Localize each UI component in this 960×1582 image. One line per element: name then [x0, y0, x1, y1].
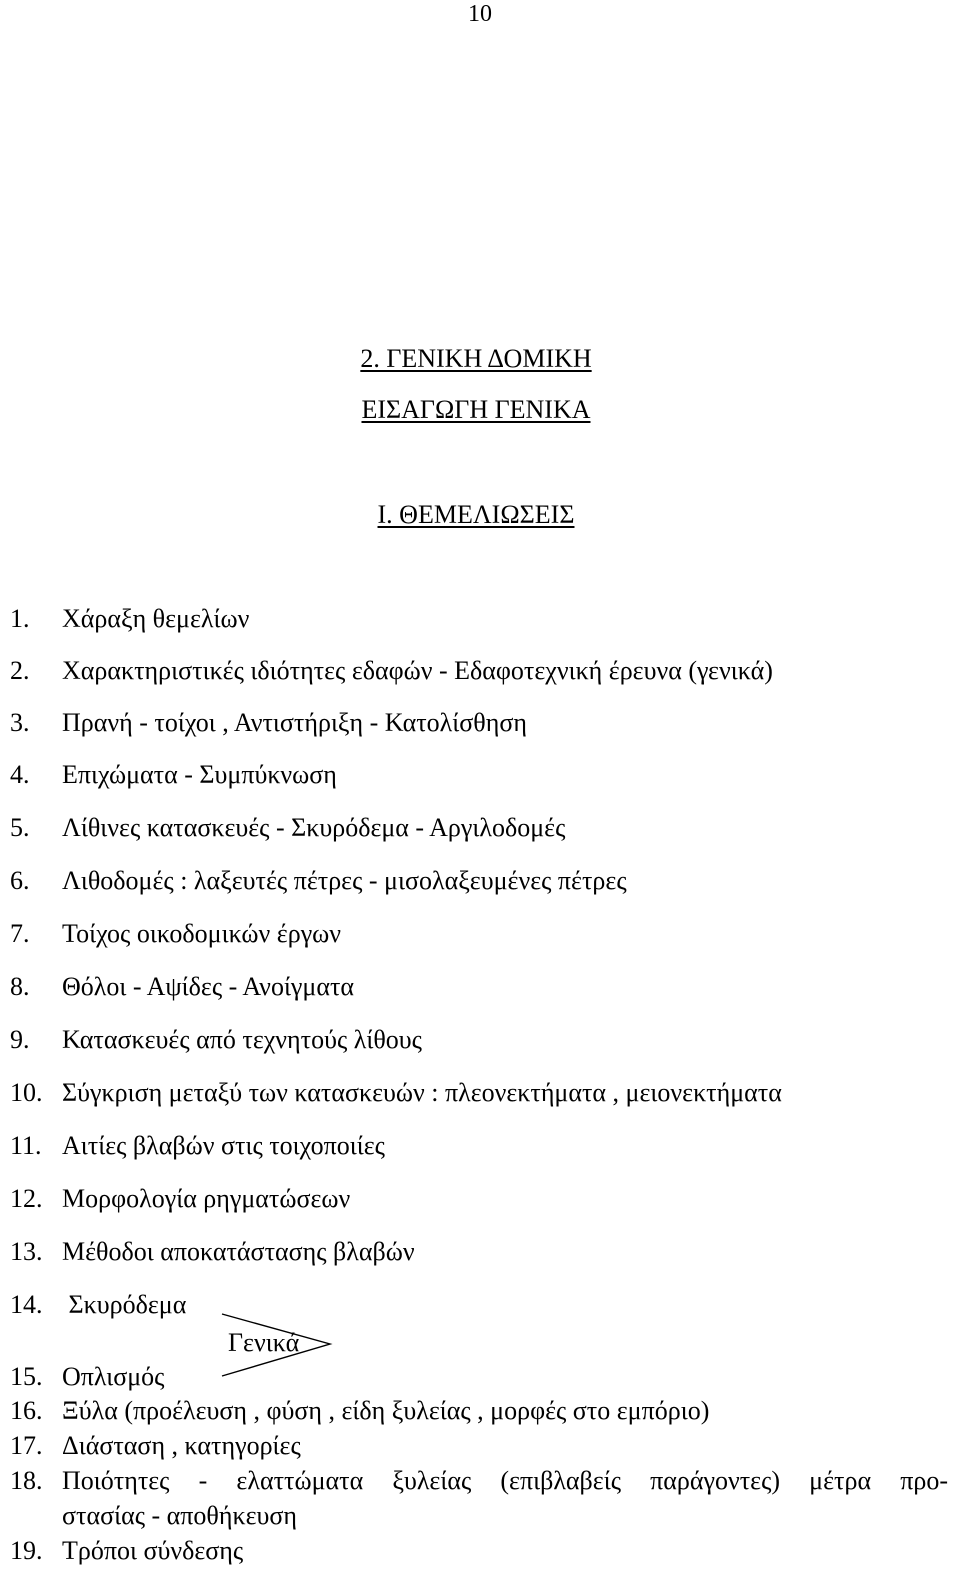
item-text: Σύγκριση μεταξύ των κατασκευών : πλεονεκτήματα , μειονεκτήματα	[62, 1078, 782, 1107]
item-text: Οπλισμός	[62, 1362, 165, 1391]
item-text-continuation: στασίας - αποθήκευση	[62, 1501, 297, 1530]
item-number: 4.	[10, 760, 30, 789]
item-text: Λιθοδομές : λαξευτές πέτρες - μισολαξευμένες πέτρες	[62, 866, 627, 895]
item-number: 7.	[10, 919, 30, 948]
item-number: 8.	[10, 972, 30, 1001]
page-number: 10	[468, 1, 492, 27]
item-number: 16.	[10, 1396, 43, 1425]
item-number: 9.	[10, 1025, 30, 1054]
item-number: 17.	[10, 1431, 43, 1460]
item-number: 3.	[10, 708, 30, 737]
chapter-subtitle: ΕΙΣΑΓΩΓΗ ΓΕΝΙΚΑ	[361, 395, 591, 424]
item-text: Τοίχος οικοδομικών έργων	[62, 919, 342, 948]
item-text: Πρανή - τοίχοι , Αντιστήριξη - Κατολίσθηση	[62, 708, 527, 737]
item-text: Χαρακτηριστικές ιδιότητες εδαφών - Εδαφοτεχνική έρευνα (γενικά)	[62, 656, 773, 685]
item-text: Επιχώματα - Συμπύκνωση	[62, 760, 337, 789]
item-text: Ποιότητες - ελαττώματα ξυλείας (επιβλαβείς παράγοντες) μέτρα προ-	[62, 1466, 948, 1495]
item-number: 1.	[10, 604, 30, 633]
item-number: 12.	[10, 1184, 43, 1213]
section-title: Ι. ΘΕΜΕΛΙΩΣΕΙΣ	[377, 500, 575, 529]
item-number: 11.	[10, 1131, 42, 1160]
item-number: 18.	[10, 1466, 43, 1495]
item-number: 10.	[10, 1078, 43, 1107]
item-text: Μέθοδοι αποκατάστασης βλαβών	[62, 1237, 415, 1266]
item-text: Χάραξη θεμελίων	[62, 604, 250, 633]
item-number: 2.	[10, 656, 30, 685]
item-text: Ξύλα (προέλευση , φύση , είδη ξυλείας , μορφές στο εμπόριο)	[62, 1396, 710, 1425]
item-text: Διάσταση , κατηγορίες	[62, 1431, 301, 1460]
item-number: 6.	[10, 866, 30, 895]
group-label: Γενικά	[228, 1328, 300, 1357]
item-number: 14.	[10, 1290, 43, 1319]
item-number: 15.	[10, 1362, 43, 1391]
item-text: Σκυρόδεμα	[62, 1290, 187, 1319]
item-text: Θόλοι - Αψίδες - Ανοίγματα	[62, 972, 355, 1001]
item-number: 13.	[10, 1237, 43, 1266]
item-text: Τρόποι σύνδεσης	[62, 1536, 244, 1565]
item-text: Αιτίες βλαβών στις τοιχοποιίες	[62, 1131, 385, 1160]
item-text: Λίθινες κατασκευές - Σκυρόδεμα - Αργιλοδομές	[62, 813, 566, 842]
item-number: 5.	[10, 813, 30, 842]
item-text: Μορφολογία ρηγματώσεων	[62, 1184, 351, 1213]
chapter-title: 2. ΓΕΝΙΚΗ ΔΟΜΙΚΗ	[360, 344, 592, 373]
item-text: Κατασκευές από τεχνητούς λίθους	[62, 1025, 422, 1054]
item-number: 19.	[10, 1536, 43, 1565]
